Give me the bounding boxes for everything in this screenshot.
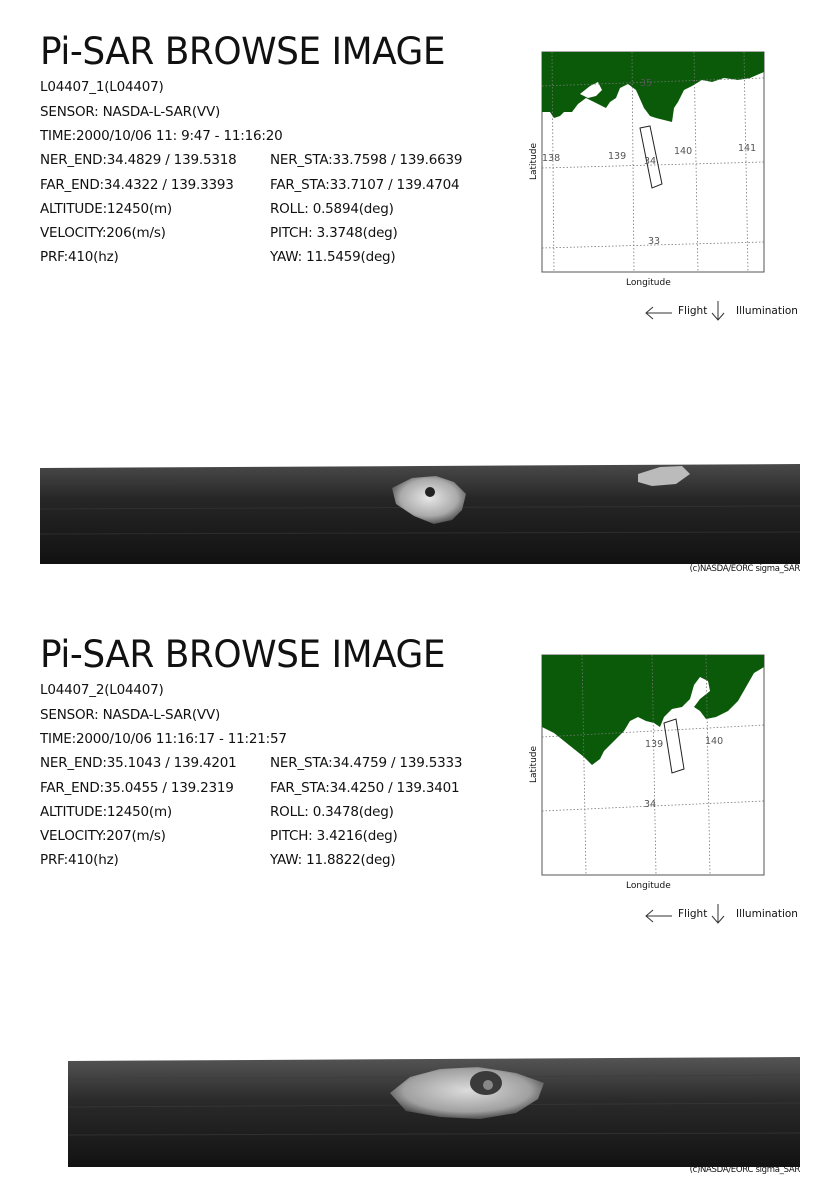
flight-label: Flight: [678, 908, 708, 920]
map-ylabel: Latitude: [529, 745, 539, 783]
location-map: [524, 653, 784, 893]
scene-id: L04407_2(L04407): [40, 682, 164, 698]
pitch: PITCH: 3.4216(deg): [270, 828, 398, 844]
direction-legend: [640, 300, 810, 324]
lon-label: 141: [738, 143, 757, 154]
browse-panel-2: [0, 603, 822, 1198]
lon-label: 140: [674, 146, 693, 157]
crater: [425, 487, 435, 497]
velocity: VELOCITY:207(m/s): [40, 828, 166, 844]
browse-panel-1: [0, 0, 822, 595]
time-info: TIME:2000/10/06 11:16:17 - 11:21:57: [40, 731, 287, 747]
lon-label: 139: [645, 739, 664, 750]
altitude: ALTITUDE:12450(m): [40, 201, 172, 217]
page-title: Pi-SAR BROWSE IMAGE: [40, 30, 446, 73]
direction-legend: [640, 903, 810, 927]
lat-label: 34: [644, 156, 657, 167]
lon-label: 139: [608, 151, 627, 162]
far-sta: FAR_STA:33.7107 / 139.4704: [270, 177, 460, 193]
lat-label: 35: [640, 78, 653, 89]
pitch: PITCH: 3.3748(deg): [270, 225, 398, 241]
lon-label: 138: [542, 153, 561, 164]
lat-label: 33: [648, 236, 661, 247]
map-xlabel: Longitude: [626, 881, 671, 891]
roll: ROLL: 0.3478(deg): [270, 804, 394, 820]
roll: ROLL: 0.5894(deg): [270, 201, 394, 217]
altitude: ALTITUDE:12450(m): [40, 804, 172, 820]
map-xlabel: Longitude: [626, 278, 671, 288]
sar-strip-image: [68, 1057, 800, 1167]
ner-sta: NER_STA:33.7598 / 139.6639: [270, 152, 463, 168]
prf: PRF:410(hz): [40, 249, 119, 265]
yaw: YAW: 11.5459(deg): [270, 249, 396, 265]
time-info: TIME:2000/10/06 11: 9:47 - 11:16:20: [40, 128, 283, 144]
sensor-info: SENSOR: NASDA-L-SAR(VV): [40, 707, 221, 723]
illumination-label: Illumination: [736, 305, 798, 317]
ner-sta: NER_STA:34.4759 / 139.5333: [270, 755, 463, 771]
credit-text: (c)NASDA/EORC sigma_SAR: [689, 1165, 800, 1175]
credit-text: (c)NASDA/EORC sigma_SAR: [689, 564, 800, 574]
sar-strip-image: [40, 464, 800, 564]
far-end: FAR_END:35.0455 / 139.2319: [40, 780, 234, 796]
down-arrow-icon: [710, 300, 726, 322]
yaw: YAW: 11.8822(deg): [270, 852, 396, 868]
illumination-label: Illumination: [736, 908, 798, 920]
left-arrow-icon: [644, 908, 674, 924]
lat-label: 34: [644, 799, 657, 810]
ner-end: NER_END:34.4829 / 139.5318: [40, 152, 237, 168]
sensor-info: SENSOR: NASDA-L-SAR(VV): [40, 104, 221, 120]
scene-id: L04407_1(L04407): [40, 79, 164, 95]
crater: [483, 1080, 493, 1090]
map-ylabel: Latitude: [529, 142, 539, 180]
flight-label: Flight: [678, 305, 708, 317]
location-map: [524, 50, 784, 290]
prf: PRF:410(hz): [40, 852, 119, 868]
left-arrow-icon: [644, 305, 674, 321]
ner-end: NER_END:35.1043 / 139.4201: [40, 755, 237, 771]
down-arrow-icon: [710, 903, 726, 925]
far-end: FAR_END:34.4322 / 139.3393: [40, 177, 234, 193]
page-title: Pi-SAR BROWSE IMAGE: [40, 633, 446, 676]
lon-label: 140: [705, 736, 724, 747]
far-sta: FAR_STA:34.4250 / 139.3401: [270, 780, 460, 796]
velocity: VELOCITY:206(m/s): [40, 225, 166, 241]
